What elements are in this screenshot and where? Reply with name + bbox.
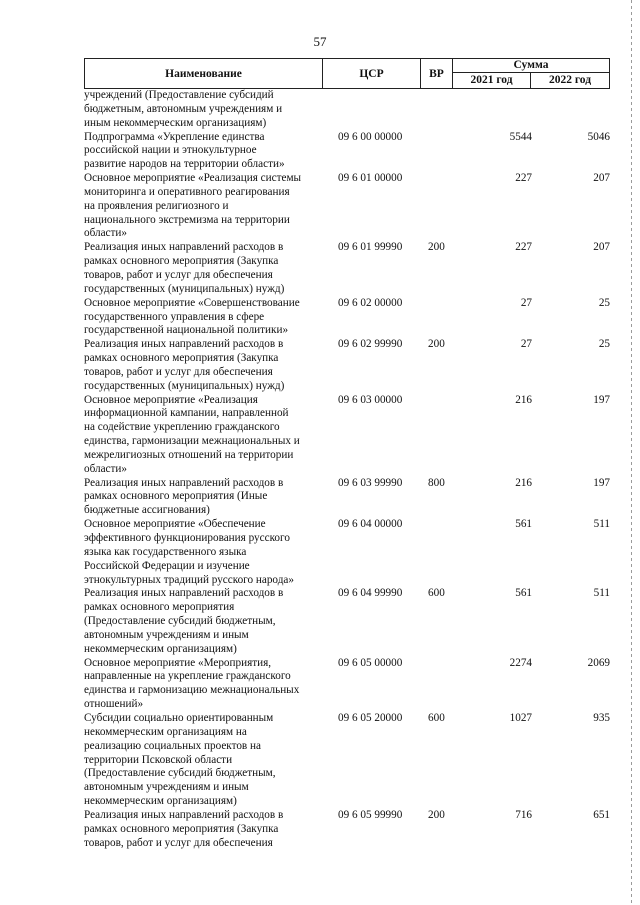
table-row [84, 338, 610, 393]
row-vr: 600 [428, 587, 445, 600]
row-csr: 09 6 01 99990 [338, 241, 403, 254]
row-vr: 200 [428, 241, 445, 254]
row-csr: 09 6 03 99990 [338, 476, 403, 489]
row-vr: 800 [428, 476, 445, 489]
row-csr: 09 6 03 00000 [338, 393, 403, 406]
row-sum-2021: 227 [515, 172, 532, 185]
row-name: Основное мероприятие «Мероприятия, направленные на укрепление гражданского единства и гармонизацию межнациональных отношений» [84, 656, 300, 711]
table-row [84, 587, 610, 656]
row-sum-2022: 25 [598, 296, 610, 309]
row-csr: 09 6 05 99990 [338, 808, 403, 821]
row-sum-2021: 2274 [509, 656, 532, 669]
row-sum-2022: 207 [593, 172, 610, 185]
row-sum-2021: 1027 [509, 711, 532, 724]
row-csr: 09 6 01 00000 [338, 172, 403, 185]
row-csr: 09 6 02 99990 [338, 338, 403, 351]
table-row [84, 89, 610, 131]
table-row [84, 712, 610, 809]
row-vr: 200 [428, 808, 445, 821]
row-sum-2022: 5046 [587, 130, 610, 143]
row-sum-2021: 27 [520, 296, 532, 309]
row-name: Основное мероприятие «Обеспечение эффективного функционирования русского языка как государственного языка Российской Федерации и изучение этнокультурных традиций русского народа» [84, 518, 294, 586]
row-sum-2021: 216 [515, 393, 532, 406]
row-name: Реализация иных направлений расходов в рамках основного мероприятия (Иные бюджетные ассигнования) [84, 476, 284, 517]
row-name: учреждений (Предоставление субсидий бюджетным, автономным учреждениям и иным некоммерческим организациям) [84, 89, 283, 129]
row-csr: 09 6 05 20000 [338, 711, 403, 724]
header-vr: ВР [421, 59, 453, 88]
row-name: Субсидии социально ориентированным некоммерческим организациям на реализацию социальных проектов на территории Псковской области (Предоставление субсидий бюджетным, автономным учреждениям и иным некоммерческим организациям) [84, 711, 276, 808]
header-year-2021: 2021 год [453, 73, 531, 88]
table-row [84, 809, 610, 851]
row-sum-2021: 216 [515, 476, 532, 489]
row-name: Реализация иных направлений расходов в рамках основного мероприятия (Предоставление субсидий бюджетным, автономным учреждениям и иным некоммерческим организациям) [84, 587, 284, 655]
row-name: Основное мероприятие «Совершенствование государственного управления в сфере государственной национальной политики» [84, 296, 300, 337]
row-name: Основное мероприятие «Реализация системы мониторинга и оперативного реагирования на проявления религиозного и национального экстремизма на территории области» [84, 172, 302, 240]
row-sum-2021: 5544 [509, 130, 532, 143]
table-header [84, 58, 610, 89]
table-row [84, 172, 610, 241]
row-vr: 600 [428, 711, 445, 724]
scan-edge-line [631, 0, 632, 905]
row-sum-2021: 561 [515, 518, 532, 531]
row-sum-2022: 511 [593, 587, 610, 600]
row-sum-2022: 651 [593, 808, 610, 821]
row-csr: 09 6 00 00000 [338, 130, 403, 143]
header-csr: ЦСР [323, 59, 421, 88]
row-vr: 200 [428, 338, 445, 351]
table-row [84, 131, 610, 173]
row-sum-2022: 25 [598, 338, 610, 351]
row-sum-2022: 2069 [587, 656, 610, 669]
table-row [84, 241, 610, 296]
page-number: 57 [313, 34, 327, 49]
header-sum-group [453, 59, 609, 88]
row-name: Подпрограмма «Укрепление единства российской нации и этнокультурное развитие народов на территории области» [84, 130, 285, 171]
table-row [84, 518, 610, 587]
table-body [84, 89, 610, 850]
row-sum-2022: 197 [593, 476, 610, 489]
table-row [84, 657, 610, 712]
row-sum-2021: 716 [515, 808, 532, 821]
row-csr: 09 6 02 00000 [338, 296, 403, 309]
table-row [84, 477, 610, 519]
row-sum-2022: 511 [593, 518, 610, 531]
row-name: Реализация иных направлений расходов в рамках основного мероприятия (Закупка товаров, работ и услуг для обеспечения государственных (муниципальных) нужд) [84, 241, 285, 295]
header-sum: Сумма [453, 59, 609, 73]
row-sum-2021: 561 [515, 587, 532, 600]
row-sum-2022: 197 [593, 393, 610, 406]
row-name: Реализация иных направлений расходов в рамках основного мероприятия (Закупка товаров, работ и услуг для обеспечения государственных (муниципальных) нужд) [84, 338, 285, 392]
row-name: Реализация иных направлений расходов в рамках основного мероприятия (Закупка товаров, работ и услуг для обеспечения [84, 808, 284, 849]
table-row [84, 394, 610, 477]
row-sum-2021: 227 [515, 241, 532, 254]
row-csr: 09 6 04 00000 [338, 518, 403, 531]
header-year-2022: 2022 год [548, 74, 592, 86]
row-sum-2022: 935 [593, 711, 610, 724]
row-csr: 09 6 04 99990 [338, 587, 403, 600]
row-csr: 09 6 05 00000 [338, 656, 403, 669]
row-sum-2022: 207 [593, 241, 610, 254]
row-name: Основное мероприятие «Реализация информационной кампании, направленной на содействие укреплению гражданского единства, гармонизации межнациональных и межрелигиозных отношений на территории области» [84, 393, 300, 475]
table-row [84, 297, 610, 339]
header-name: Наименование [85, 59, 323, 88]
row-sum-2021: 27 [520, 338, 532, 351]
